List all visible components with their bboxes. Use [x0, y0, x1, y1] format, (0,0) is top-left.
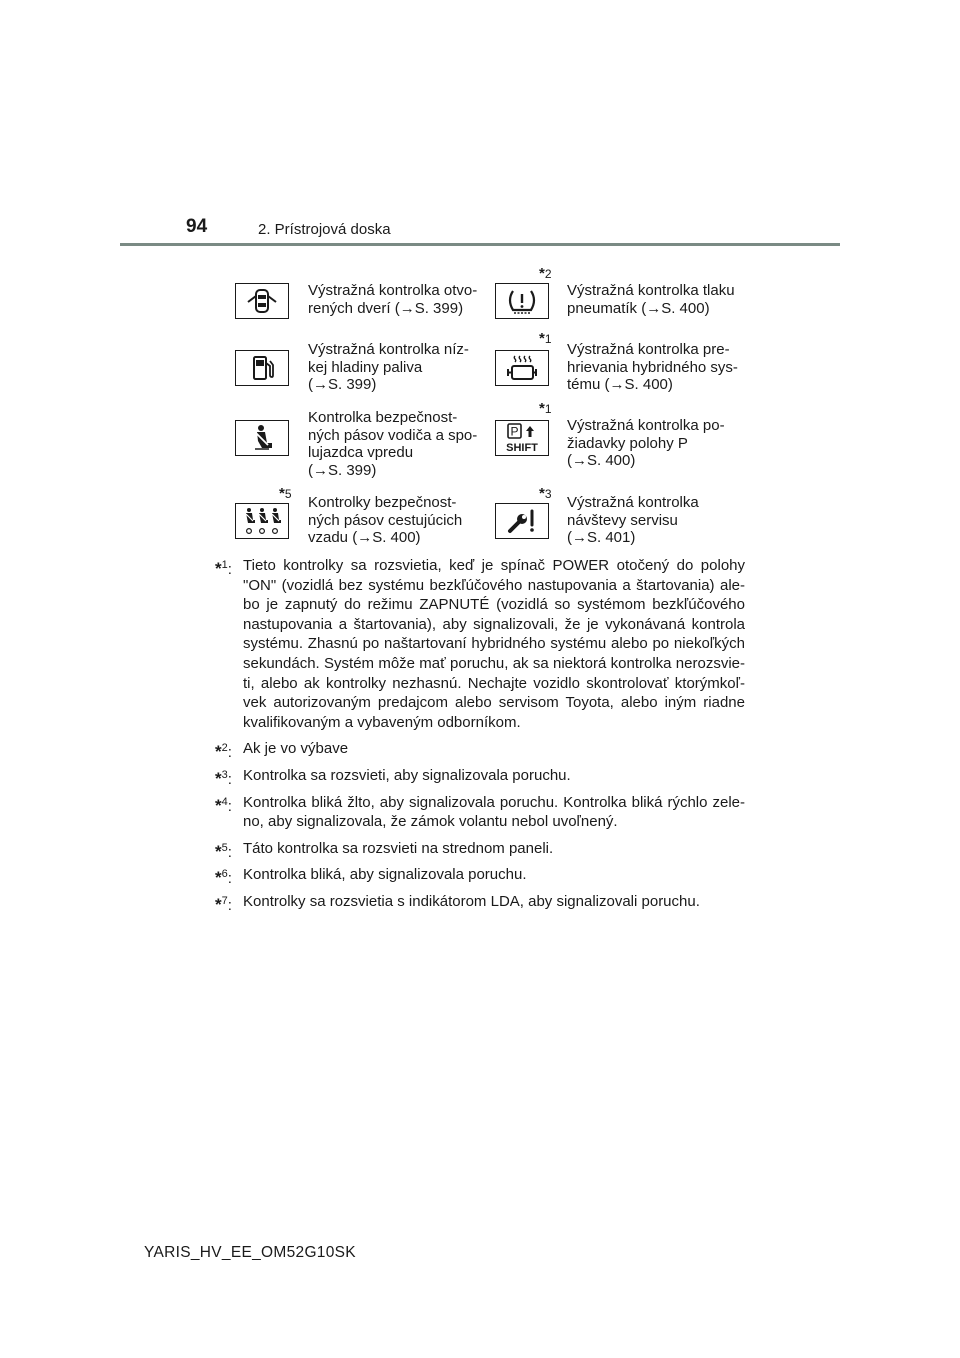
footnote-text: Táto kontrolka sa rozsvieti na strednom paneli. — [243, 839, 554, 857]
hybrid-heater-icon — [495, 350, 549, 386]
footnote-marker: *$^6$: — [215, 868, 232, 888]
indicator-description: Výstražná kontrolka pre- hrievania hybridného sys- tému (→S. 400) — [567, 341, 738, 393]
header-rule — [120, 243, 840, 246]
footnote-marker: *$^4$: — [215, 795, 232, 815]
indicator-description: Výstražná kontrolka otvo- rených dverí (→S. 399) — [308, 282, 478, 317]
footnotes — [215, 556, 745, 919]
footnote-text: Kontrolka sa rozsvieti, aby signalizovala poruchu. — [243, 766, 571, 784]
rear-seatbelt-icon — [235, 503, 289, 539]
footnote-marker: *1 — [539, 400, 552, 417]
footnote-text: Kontrolka bliká, aby signalizovala poruchu. — [243, 866, 527, 884]
footnote — [215, 766, 745, 786]
page-number: 94 — [186, 216, 208, 237]
tire-pressure-icon — [495, 283, 549, 319]
footnote-text: Ak je vo výbave — [243, 740, 349, 758]
footnote-marker: *2 — [539, 265, 552, 282]
footnote-text: Kontrolky sa rozsvietia s indikátorom LDA, aby signalizovali poruchu. — [243, 892, 700, 910]
p-shift-icon — [495, 420, 549, 456]
footnote-marker: *$^3$: — [215, 768, 232, 788]
footnote-marker: *$^5$: — [215, 841, 232, 861]
footnote-text: Tieto kontrolky sa rozsvietia, keď je spínač POWER otočený do polohy "ON" (vozidlá bez systému bezkľúčového nastupovania a štartovania) ale-bo je zapnutý do režimu ZAPNUTÉ (vozidlá so systémom bezkľúčového nastupovania a štartovania), aby signalizovali, že je vykonávaná kontrola systému. Zhasnú po naštartovaní hybridného systému alebo po niekoľkých sekundách. Systém môže mať poruchu, ak sa niektorá kontrolka nerozsvie-ti, alebo ak kontrolky nezhasnú. Nechajte vozidlo skontrolovať ktorýmkoľ-vek autorizovaným predajcom alebo servisom Toyota, alebo iným riadne kvalifikovaným a vybaveným odborníkom. — [243, 557, 745, 731]
seatbelt-icon — [235, 420, 289, 456]
footnote-marker: *$^7$: — [215, 894, 232, 914]
footnote — [215, 793, 745, 832]
footnote — [215, 556, 745, 732]
shift-label: SHIFT — [506, 442, 538, 454]
p-letter: P — [510, 424, 519, 439]
fuel-pump-icon — [235, 350, 289, 386]
footnote — [215, 739, 745, 762]
section-title: 2. Prístrojová doska — [258, 221, 391, 238]
indicator-description: Výstražná kontrolka po- žiadavky polohy P (→S. 400) — [567, 417, 725, 469]
indicator-description: Kontrolky bezpečnost- ných pásov cestujúcich vzadu (→S. 400) — [308, 494, 463, 546]
footnote — [215, 865, 745, 888]
indicator-description: Kontrolka bezpečnost- ných pásov vodiča a spo- lujazdca vpredu (→S. 399) — [308, 409, 478, 479]
footnote-marker: *1 — [539, 330, 552, 347]
service-wrench-icon — [495, 503, 549, 539]
footnote-text: Kontrolka bliká žlto, aby signalizovala poruchu. Kontrolka bliká rýchlo zele-no, aby signalizovala, že zámok volantu nebol uvoľnený. — [243, 793, 745, 831]
indicator-description: Výstražná kontrolka tlaku pneumatík (→S. 400) — [567, 282, 735, 317]
door-open-icon — [235, 283, 289, 319]
indicator-description: Výstražná kontrolka návštevy servisu (→S. 401) — [567, 494, 699, 546]
footnote-marker: *5 — [279, 485, 292, 502]
footnote — [215, 892, 745, 912]
indicator-description: Výstražná kontrolka níz- kej hladiny paliva (→S. 399) — [308, 341, 469, 393]
footnote-marker: *3 — [539, 485, 552, 502]
footnote-marker: *$^2$: — [215, 742, 232, 762]
document-code: YARIS_HV_EE_OM52G10SK — [144, 1244, 356, 1261]
footnote-marker: *$^1$: — [215, 559, 232, 578]
footnote — [215, 839, 745, 859]
